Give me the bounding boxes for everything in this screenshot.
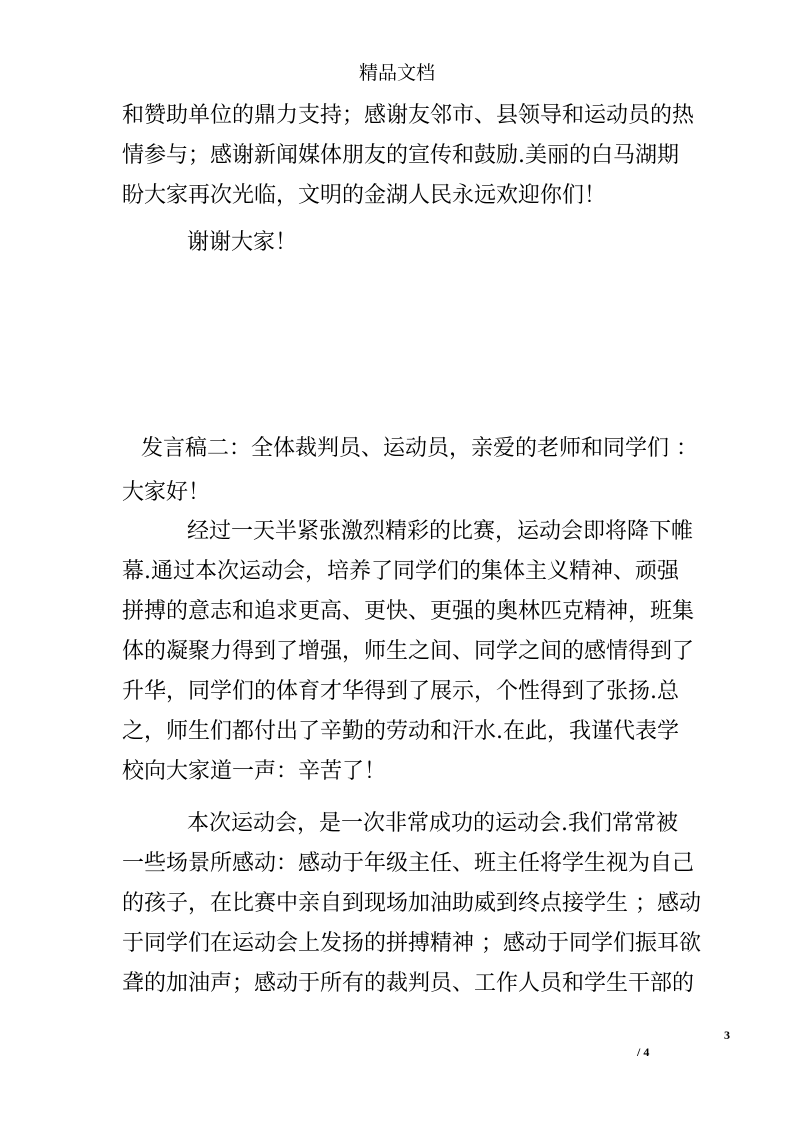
paragraph-line: 和赞助单位的鼎力支持；感谢友邻市、县领导和运动员的热 <box>122 103 695 128</box>
paragraph-line: 拼搏的意志和追求更高、更快、更强的奥林匹克精神，班集 <box>122 599 695 624</box>
page-total: / 4 <box>637 1045 650 1059</box>
paragraph-line: 本次运动会，是一次非常成功的运动会.我们常常被 <box>187 811 678 836</box>
paragraph-line: 的孩子，在比赛中亲自到现场加油助威到终点接学生 ；感动 <box>122 891 701 916</box>
paragraph-line: 大家好！ <box>122 480 211 505</box>
paragraph-line: 盼大家再次光临，文明的金湖人民永远欢迎你们！ <box>122 183 607 208</box>
paragraph-line: 一些场景所感动：感动于年级主任、班主任将学生视为自己 <box>122 851 695 876</box>
paragraph-line: 发言稿二：全体裁判员、运动员，亲爱的老师和同学们 ： <box>141 436 698 461</box>
page-number: 3 <box>724 1028 730 1042</box>
page-header-title: 精品文档 <box>358 62 435 84</box>
paragraph-line: 于同学们在运动会上发扬的拼搏精神 ；感动于同学们振耳欲 <box>122 931 701 956</box>
paragraph-line: 经过一天半紧张激烈精彩的比赛，运动会即将降下帷 <box>187 519 694 544</box>
paragraph-line: 升华，同学们的体育才华得到了展示，个性得到了张扬.总 <box>122 679 679 704</box>
paragraph-line: 校向大家道一声：辛苦了！ <box>122 759 387 784</box>
paragraph-line: 谢谢大家！ <box>187 230 298 255</box>
paragraph-line: 聋的加油声；感动于所有的裁判员、工作人员和学生干部的 <box>122 971 695 996</box>
paragraph-line: 之，师生们都付出了辛勤的劳动和汗水.在此，我谨代表学 <box>122 719 679 744</box>
paragraph-line: 情参与；感谢新闻媒体朋友的宣传和鼓励.美丽的白马湖期 <box>122 143 679 168</box>
paragraph-line: 幕.通过本次运动会，培养了同学们的集体主义精神、顽强 <box>122 559 679 584</box>
paragraph-line: 体的凝聚力得到了增强，师生之间、同学之间的感情得到了 <box>122 639 695 664</box>
